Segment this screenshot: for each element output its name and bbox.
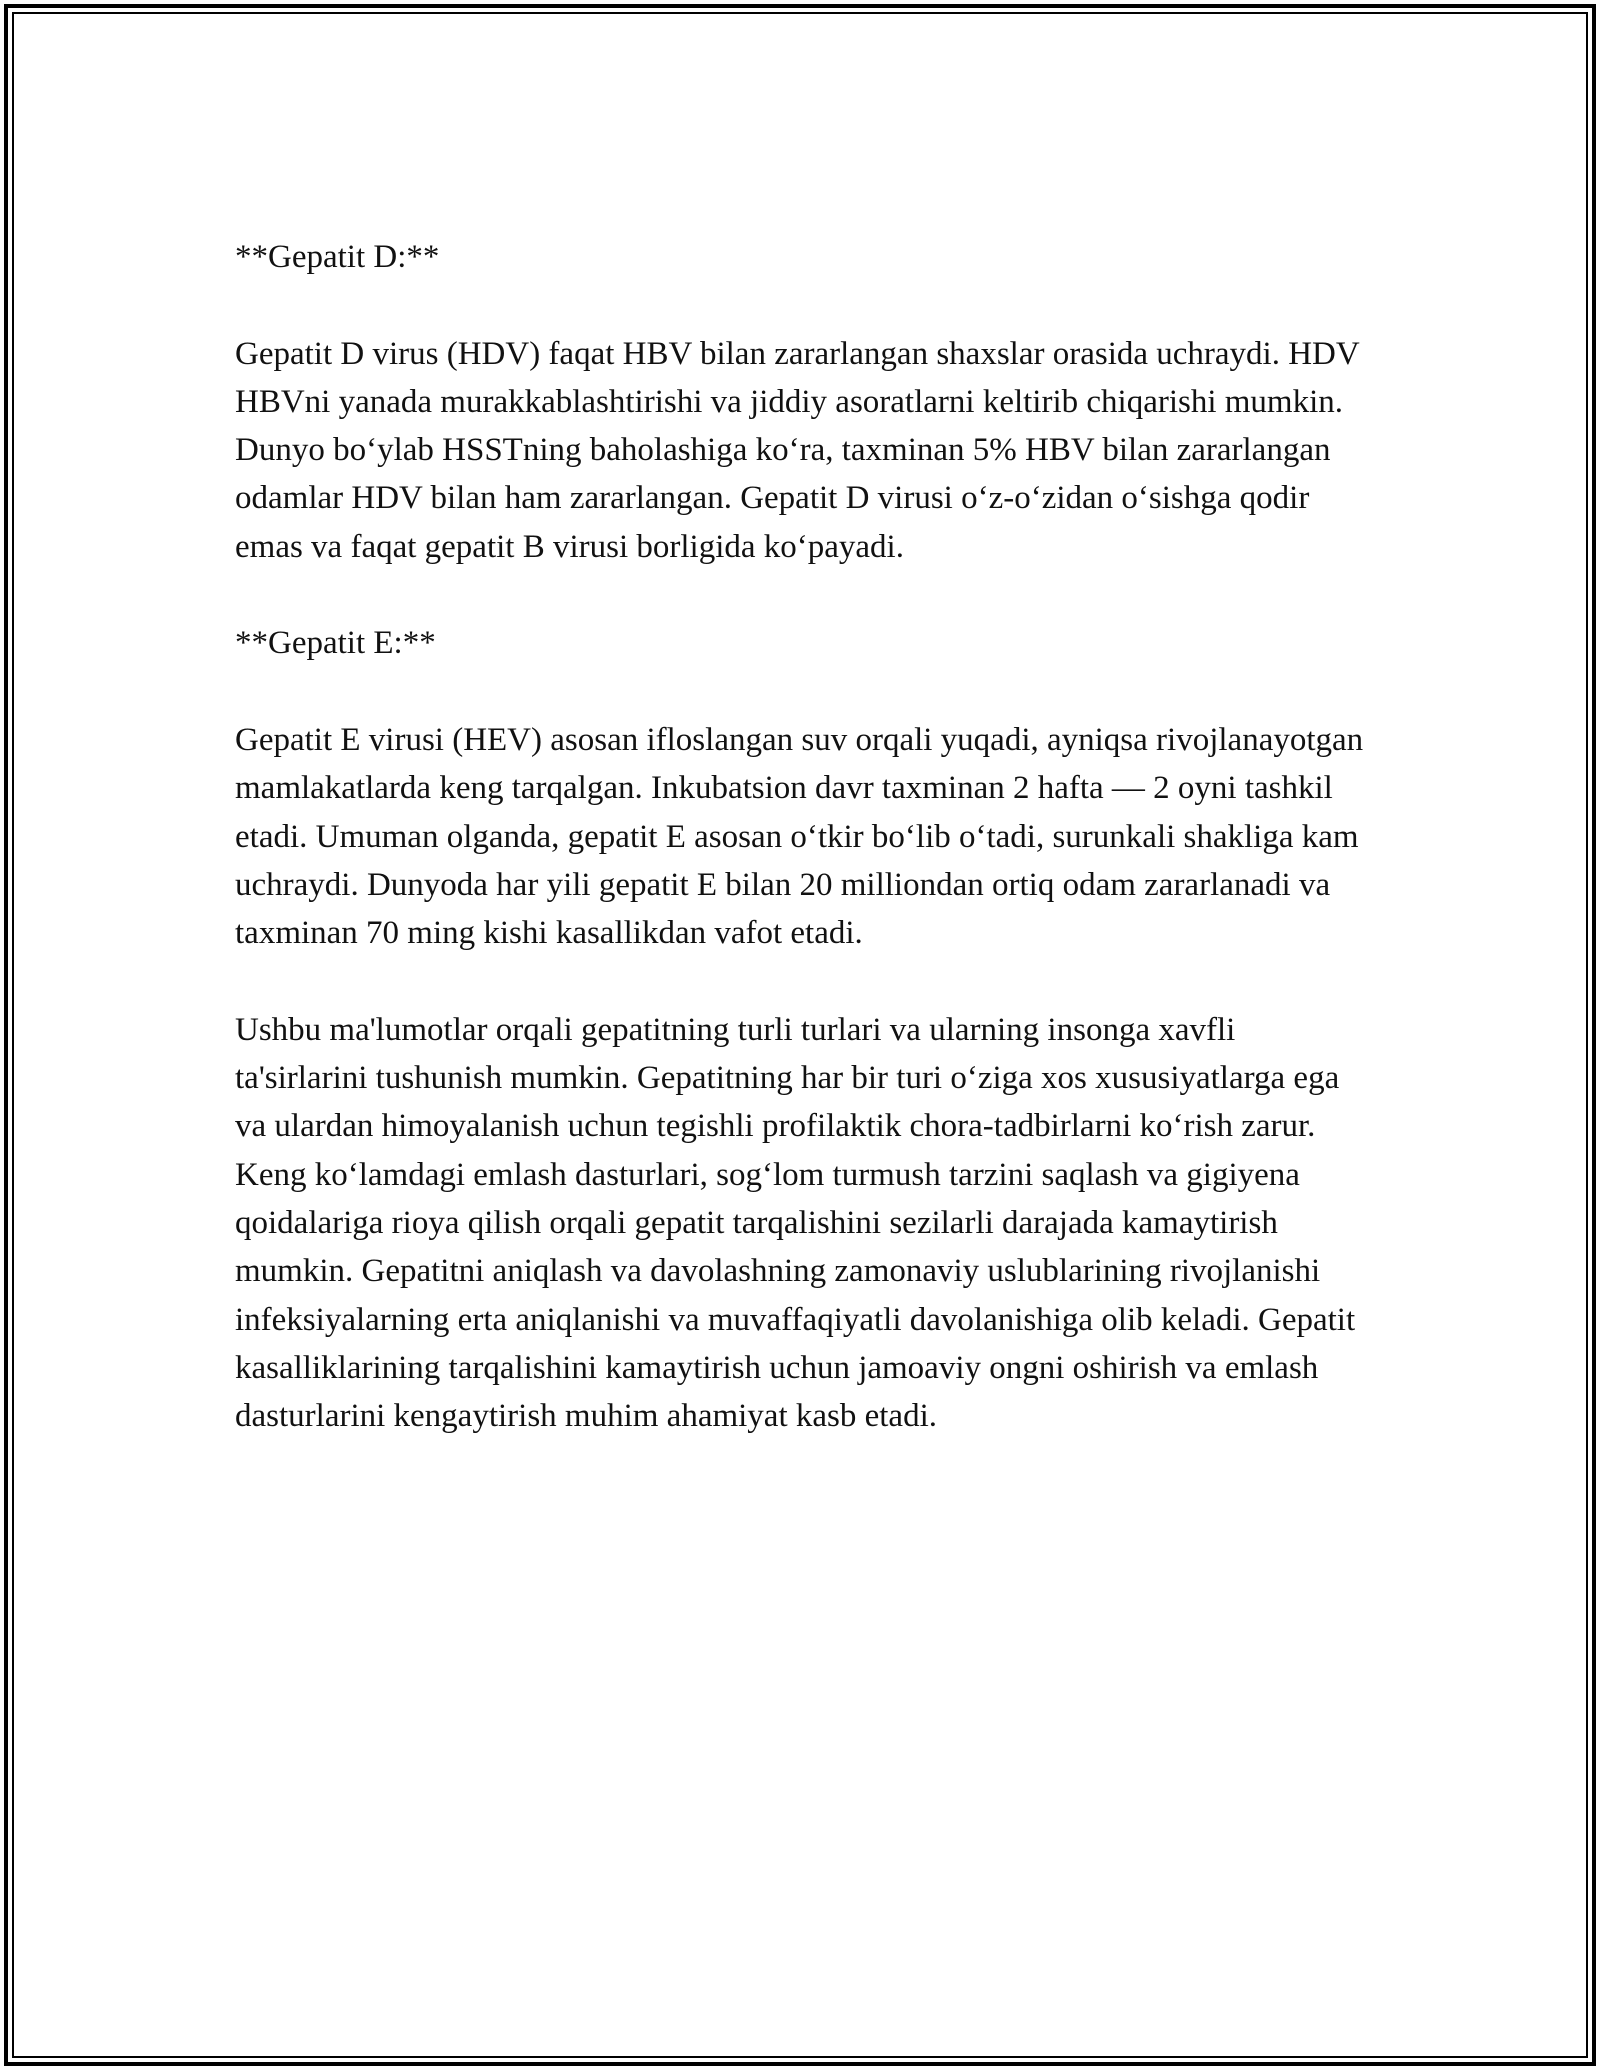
heading-gepatit-e: **Gepatit E:** [235,625,436,662]
paragraph-gepatit-e: Gepatit E virusi (HEV) asosan ifloslangan suv orqali yuqadi, ayniqsa rivojlanayotgan mamlakatlarda keng tarqalgan. Inkubatsion davr taxminan 2 hafta — 2 oyni tashkil etadi. Umuman olganda, gepatit E asosan o‘tkir bo‘lib o‘tadi, surunkali shakliga kam uchraydi. Dunyoda har yili gepatit E bilan 20 milliondan ortiq odam zararlanadi va taxminan 70 ming kishi kasallikdan vafot etadi. [235,721,1364,952]
heading-gepatit-d: **Gepatit D:** [235,239,440,275]
paragraph-gepatit-d: Gepatit D virus (HDV) faqat HBV bilan zararlangan shaxslar orasida uchraydi. HDV HBVni yanada murakkablashtirishi va jiddiy asoratlarni keltirib chiqarishi mumkin. Dunyo bo‘ylab HSSTning baholashiga ko‘ra, taxminan 5% HBV bilan zararlangan odamlar HDV bilan ham zararlangan. Gepatit D virusi o‘z-o‘zidan o‘sishga qodir emas va faqat gepatit B virusi borligida ko‘payadi. [235,335,1360,565]
document-body [235,233,1365,1440]
paragraph-conclusion: Ushbu ma'lumotlar orqali gepatitning turli turlari va ularning insonga xavfli ta'sirlarini tushunish mumkin. Gepatitning har bir turi o‘ziga xos xususiyatlarga ega va ulardan himoyalanish uchun tegishli profilaktik chora-tadbirlarni ko‘rish zarur. Keng ko‘lamdagi emlash dasturlari, sog‘lom turmush tarzini saqlash va gigiyena qoidalariga rioya qilish orqali gepatit tarqalishini sezilarli darajada kamaytirish mumkin. Gepatitni aniqlash va davolashning zamonaviy uslublarining rivojlanishi infeksiyalarning erta aniqlanishi va muvaffaqiyatli davolanishiga olib keladi. Gepatit kasalliklarining tarqalishini kamaytirish uchun jamoaviy ongni oshirish va emlash dasturlarini kengaytirish muhim ahamiyat kasb etadi. [235,1011,1356,1435]
